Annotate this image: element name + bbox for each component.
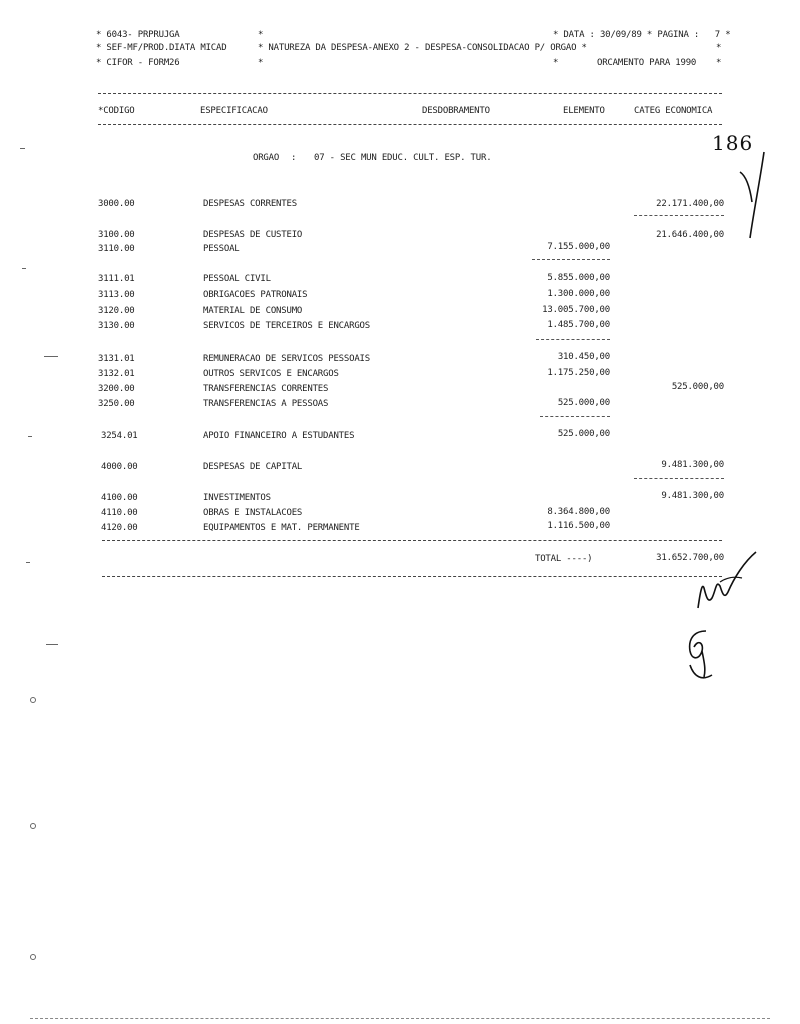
header-star: * [258, 30, 264, 40]
row-desc: TRANSFERENCIAS A PESSOAS [203, 399, 329, 409]
row-code: 3200.00 [98, 384, 135, 394]
row-desc: DESPESAS CORRENTES [203, 199, 297, 209]
total-rule-bottom [102, 576, 722, 577]
row-categ: 21.646.400,00 [656, 230, 724, 240]
total-rule-top [102, 540, 722, 541]
handwritten-initials-signature [690, 548, 760, 618]
row-desc: EQUIPAMENTOS E MAT. PERMANENTE [203, 523, 360, 533]
header-star: * [258, 58, 264, 68]
row-elemento: 1.300.000,00 [547, 289, 610, 299]
header-report-title: * NATUREZA DA DESPESA-ANEXO 2 - DESPESA-CONSOLIDACAO P/ ORGAO * [258, 43, 587, 53]
row-code: 3254.01 [101, 431, 138, 441]
punch-hole-mark [30, 697, 36, 703]
orgao-separator: : [291, 153, 297, 163]
row-elemento: 5.855.000,00 [547, 273, 610, 283]
row-desc: INVESTIMENTOS [203, 493, 271, 503]
row-elemento: 1.116.500,00 [547, 521, 610, 531]
row-desc: PESSOAL CIVIL [203, 274, 271, 284]
row-desc: OUTROS SERVICOS E ENCARGOS [203, 369, 339, 379]
row-categ: 525.000,00 [671, 382, 724, 392]
row-elemento: 7.155.000,00 [547, 242, 610, 252]
row-categ: 22.171.400,00 [656, 199, 724, 209]
row-desc: PESSOAL [203, 244, 240, 254]
col-elemento: ELEMENTO [563, 106, 605, 116]
row-code: 4120.00 [101, 523, 138, 533]
scan-speck [20, 148, 25, 149]
row-code: 3000.00 [98, 199, 135, 209]
row-elemento: 1.175.250,00 [547, 368, 610, 378]
row-code: 4110.00 [101, 508, 138, 518]
row-desc: TRANSFERENCIAS CORRENTES [203, 384, 329, 394]
subtotal-rule [634, 478, 724, 479]
header-date-page: * DATA : 30/09/89 * PAGINA : 7 * [553, 30, 731, 40]
row-code: 3130.00 [98, 321, 135, 331]
row-elemento: 525.000,00 [557, 398, 610, 408]
row-desc: OBRAS E INSTALACOES [203, 508, 303, 518]
row-desc: DESPESAS DE CUSTEIO [203, 230, 303, 240]
punch-hole-mark [30, 823, 36, 829]
row-desc: REMUNERACAO DE SERVICOS PESSOAIS [203, 354, 370, 364]
col-codigo: *CODIGO [98, 106, 135, 116]
col-desdobramento: DESDOBRAMENTO [422, 106, 490, 116]
page-bottom-edge [30, 1018, 770, 1019]
row-desc: MATERIAL DE CONSUMO [203, 306, 303, 316]
header-star: * [716, 58, 722, 68]
total-value: 31.652.700,00 [656, 553, 724, 563]
row-elemento: 8.364.800,00 [547, 507, 610, 517]
header-department: * SEF-MF/PROD.DIATA MICAD [96, 43, 227, 53]
row-code: 4000.00 [101, 462, 138, 472]
row-desc: OBRIGACOES PATRONAIS [203, 290, 308, 300]
row-code: 3111.01 [98, 274, 135, 284]
row-code: 3120.00 [98, 306, 135, 316]
subtotal-rule [532, 259, 610, 260]
orgao-label: ORGAO [253, 153, 280, 163]
punch-hole-mark [30, 954, 36, 960]
scan-speck [26, 562, 30, 563]
header-star: * [716, 43, 722, 53]
row-desc: SERVICOS DE TERCEIROS E ENCARGOS [203, 321, 370, 331]
header-star: * [553, 58, 559, 68]
header-form-id: * CIFOR - FORM26 [96, 58, 180, 68]
row-categ: 9.481.300,00 [661, 491, 724, 501]
header-rule-bottom [98, 124, 722, 125]
total-label: TOTAL ----) [535, 554, 593, 564]
handwritten-check-mark [738, 150, 768, 240]
row-code: 3113.00 [98, 290, 135, 300]
row-categ: 9.481.300,00 [661, 460, 724, 470]
col-especificacao: ESPECIFICACAO [200, 106, 268, 116]
row-code: 3250.00 [98, 399, 135, 409]
subtotal-rule [634, 215, 724, 216]
row-code: 3132.01 [98, 369, 135, 379]
scan-speck [46, 644, 58, 645]
subtotal-rule [536, 339, 610, 340]
row-desc: DESPESAS DE CAPITAL [203, 462, 303, 472]
row-code: 3131.01 [98, 354, 135, 364]
scan-speck [22, 268, 26, 269]
handwritten-page-number: 186 [712, 131, 754, 155]
handwritten-signature [680, 625, 720, 685]
row-desc: APOIO FINANCEIRO A ESTUDANTES [203, 431, 355, 441]
row-elemento: 525.000,00 [557, 429, 610, 439]
scan-speck [44, 356, 58, 357]
row-code: 4100.00 [101, 493, 138, 503]
row-code: 3100.00 [98, 230, 135, 240]
row-elemento: 310.450,00 [557, 352, 610, 362]
row-elemento: 13.005.700,00 [542, 305, 610, 315]
header-system-id: * 6043- PRPRUJGA [96, 30, 180, 40]
row-elemento: 1.485.700,00 [547, 320, 610, 330]
subtotal-rule [540, 416, 610, 417]
row-code: 3110.00 [98, 244, 135, 254]
col-categ-economica: CATEG ECONOMICA [634, 106, 713, 116]
orgao-value: 07 - SEC MUN EDUC. CULT. ESP. TUR. [314, 153, 492, 163]
header-rule-top [98, 93, 722, 94]
header-budget-year: ORCAMENTO PARA 1990 [597, 58, 697, 68]
scan-speck [28, 436, 32, 437]
